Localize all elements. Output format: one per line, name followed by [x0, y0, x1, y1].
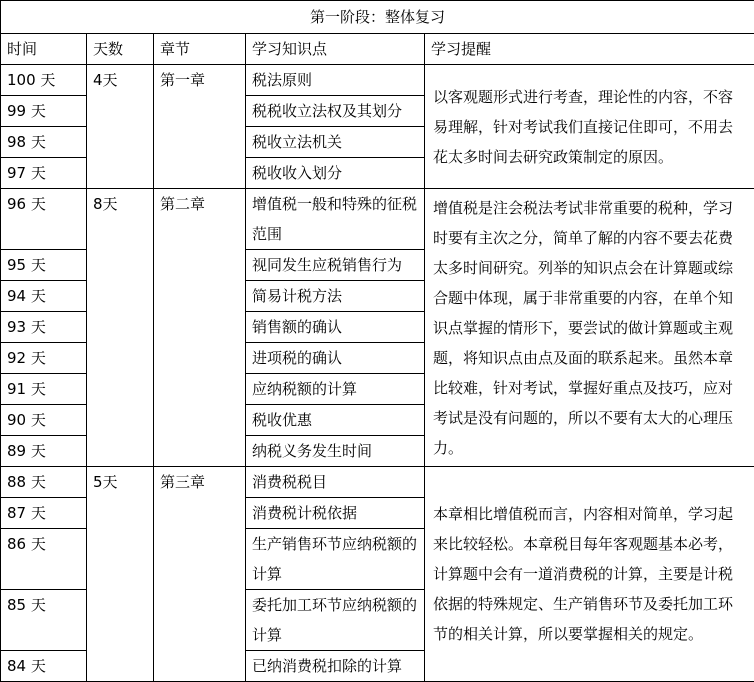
knowledge-point-cell: 视同发生应税销售行为	[246, 250, 425, 281]
knowledge-point-cell: 生产销售环节应纳税额的计算	[246, 529, 425, 590]
time-cell: 96 天	[1, 189, 87, 250]
header-row	[1, 34, 754, 65]
time-cell: 98 天	[1, 127, 87, 158]
chapter-cell: 第一章	[154, 65, 246, 189]
reminder-cell: 以客观题形式进行考查，理论性的内容，不容易理解，针对考试我们直接记住即可，不用去花太多时间去研究政策制定的原因。	[425, 65, 754, 189]
days-cell: 5天	[87, 467, 154, 682]
days-cell: 8天	[87, 189, 154, 467]
knowledge-point-cell: 应纳税额的计算	[246, 374, 425, 405]
knowledge-point-cell: 已纳消费税扣除的计算	[246, 651, 425, 682]
header-knowledge-point: 学习知识点	[246, 34, 425, 65]
reminder-cell: 本章相比增值税而言，内容相对简单，学习起来比较轻松。本章税目每年客观题基本必考，计算题中会有一道消费税的计算，主要是计税依据的特殊规定、生产销售环节及委托加工环节的相关计算，所以要掌握相关的规定。	[425, 467, 754, 682]
header-chapter: 章节	[154, 34, 246, 65]
knowledge-point-cell: 增值税一般和特殊的征税范围	[246, 189, 425, 250]
time-cell: 87 天	[1, 498, 87, 529]
time-cell: 94 天	[1, 281, 87, 312]
time-cell: 99 天	[1, 96, 87, 127]
header-days: 天数	[87, 34, 154, 65]
time-cell: 91 天	[1, 374, 87, 405]
table-row	[1, 467, 754, 498]
chapter-cell: 第三章	[154, 467, 246, 682]
time-cell: 92 天	[1, 343, 87, 374]
table-row	[1, 65, 754, 96]
chapter-cell: 第二章	[154, 189, 246, 467]
time-cell: 100 天	[1, 65, 87, 96]
knowledge-point-cell: 税税收立法权及其划分	[246, 96, 425, 127]
knowledge-point-cell: 消费税税目	[246, 467, 425, 498]
knowledge-point-cell: 税收立法机关	[246, 127, 425, 158]
time-cell: 97 天	[1, 158, 87, 189]
reminder-cell: 增值税是注会税法考试非常重要的税种，学习时要有主次之分，简单了解的内容不要去花费太多时间研究。列举的知识点会在计算题或综合题中体现，属于非常重要的内容，在单个知识点掌握的情形下，要尝试的做计算题或主观题，将知识点由点及面的联系起来。虽然本章比较难，针对考试，掌握好重点及技巧，应对考试是没有问题的，所以不要有太大的心理压力。	[425, 189, 754, 467]
knowledge-point-cell: 销售额的确认	[246, 312, 425, 343]
time-cell: 88 天	[1, 467, 87, 498]
time-cell: 95 天	[1, 250, 87, 281]
table-row	[1, 189, 754, 250]
knowledge-point-cell: 税收优惠	[246, 405, 425, 436]
time-cell: 85 天	[1, 590, 87, 651]
time-cell: 84 天	[1, 651, 87, 682]
knowledge-point-cell: 消费税计税依据	[246, 498, 425, 529]
header-time: 时间	[1, 34, 87, 65]
knowledge-point-cell: 委托加工环节应纳税额的计算	[246, 590, 425, 651]
knowledge-point-cell: 税收收入划分	[246, 158, 425, 189]
time-cell: 89 天	[1, 436, 87, 467]
header-reminder: 学习提醒	[425, 34, 754, 65]
knowledge-point-cell: 纳税义务发生时间	[246, 436, 425, 467]
time-cell: 86 天	[1, 529, 87, 590]
days-cell: 4天	[87, 65, 154, 189]
knowledge-point-cell: 进项税的确认	[246, 343, 425, 374]
stage-title: 第一阶段：整体复习	[1, 1, 754, 34]
knowledge-point-cell: 税法原则	[246, 65, 425, 96]
time-cell: 90 天	[1, 405, 87, 436]
knowledge-point-cell: 简易计税方法	[246, 281, 425, 312]
time-cell: 93 天	[1, 312, 87, 343]
